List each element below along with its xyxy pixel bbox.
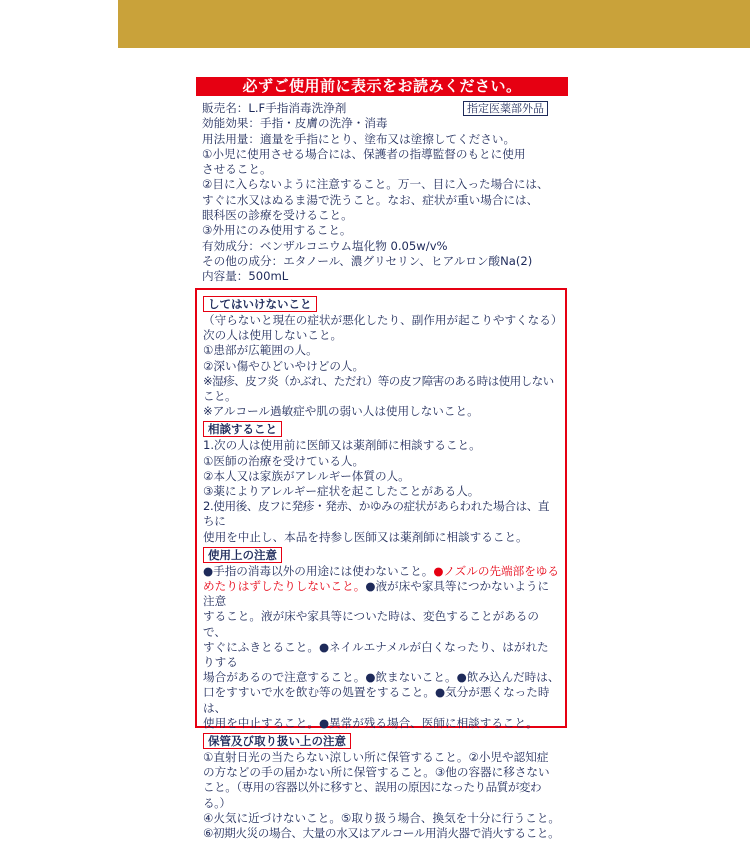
precaution-red-text: ●ノズルの先端部をゆる (433, 563, 559, 578)
section-title-prohibited: してはいけないこと (203, 296, 317, 312)
section-line: 2.使用後、皮フに発疹・発赤、かゆみの症状があらわれた場合は、直ちに (203, 499, 550, 529)
info-line: 用法用量：適量を手指にとり、塗布又は塗擦してください。 (202, 131, 516, 146)
section-line: 次の人は使用しないこと。 (203, 328, 343, 343)
product-info-block (202, 101, 570, 285)
precaution-red-text: めたりはずしたりしないこと。 (203, 579, 366, 594)
read-before-use-banner: 必ずご使用前に表示をお読みください。 (196, 77, 568, 96)
section-title-precautions: 使用上の注意 (203, 547, 282, 563)
section-line: ①直射日光の当たらない涼しい所に保管すること。②小児や認知症 (203, 750, 549, 765)
section-line: こと。（専用の容器以外に移すと、誤用の原因になったり品質が変わる。） (203, 780, 542, 810)
info-line: ③外用にのみ使用すること。 (202, 223, 352, 238)
section-line: 使用を中止すること。●異常が残る場合、医師に相談すること。 (203, 715, 538, 730)
section-line: の方などの手の届かない所に保管すること。③他の容器に移さない (203, 765, 550, 780)
info-line: 眼科医の診療を受けること。 (202, 208, 353, 223)
info-line: ②目に入らないように注意すること。万一、目に入った場合には、 (202, 177, 549, 192)
quasi-drug-badge: 指定医薬部外品 (463, 101, 548, 116)
section-line: ②深い傷やひどいやけどの人。 (203, 358, 365, 373)
section-line: （守らないと現在の症状が悪化したり、副作用が起こりやすくなる） (203, 313, 563, 327)
section-line: ※湿疹、皮フ炎（かぶれ、ただれ）等の皮フ障害のある時は使用しないこと。 (203, 373, 554, 404)
section-line: ②本人又は家族がアレルギー体質の人。 (203, 468, 410, 483)
info-line: その他の成分：エタノール、濃グリセリン、ヒアルロン酸Na(2) (202, 253, 533, 268)
section-line: ①医師の治療を受けている人。 (203, 453, 365, 468)
info-line: 販売名：L.F手指消毒洗浄剤 (202, 101, 347, 115)
section-line: ①患部が広範囲の人。 (203, 343, 318, 358)
section-line: 1.次の人は使用前に医師又は薬剤師に相談すること。 (203, 438, 481, 453)
warnings-box (195, 288, 567, 841)
section-line (203, 579, 560, 609)
section-line: ④火気に近づけないこと。⑤取り扱う場合、換気を十分に行うこと。 (203, 810, 561, 825)
section-title-consult: 相談すること (203, 421, 282, 437)
section-line: 使用を中止し、本品を持参し医師又は薬剤師に相談すること。 (203, 529, 528, 544)
info-line: 有効成分：ベンザルコニウム塩化物 0.05w/v% (202, 238, 448, 253)
info-line: させること。 (202, 162, 272, 177)
section-line: ⑥初期火災の場合、大量の水又はアルコール用消火器で消火すること。 (203, 826, 560, 841)
info-line: 効能効果：手指・皮膚の洗浄・消毒 (202, 116, 388, 131)
precaution-text: ●液が床や家具等につかないように注意 (203, 579, 550, 609)
section-line: 場合があるので注意すること。●飲まないこと。●飲み込んだ時は、 (203, 670, 560, 685)
info-line: ①小児に使用させる場合には、保護者の指導監督のもとに使用 (202, 146, 526, 161)
section-title-storage: 保管及び取り扱い上の注意 (203, 733, 351, 749)
section-line: すぐにふきとること。●ネイルエナメルが白くなったり、はがれたりする (203, 639, 549, 670)
top-gold-bar (118, 0, 750, 48)
section-line: ※アルコール過敏症や肌の弱い人は使用しないこと。 (203, 404, 479, 419)
precaution-text: ●手指の消毒以外の用途には使わないこと。 (203, 563, 434, 578)
section-line: 口をすすいで水を飲む等の処置をすること。●気分が悪くなった時は、 (203, 685, 550, 715)
info-line: すぐに水又はぬるま湯で洗うこと。なお、症状が重い場合には、 (202, 192, 539, 207)
section-line: ③薬によりアレルギー症状を起こしたことがある人。 (203, 484, 480, 499)
section-line: すること。液が床や家具等についた時は、変色することがあるので、 (203, 609, 539, 639)
section-line (203, 564, 560, 579)
info-line: 内容量：500mL (202, 269, 289, 284)
